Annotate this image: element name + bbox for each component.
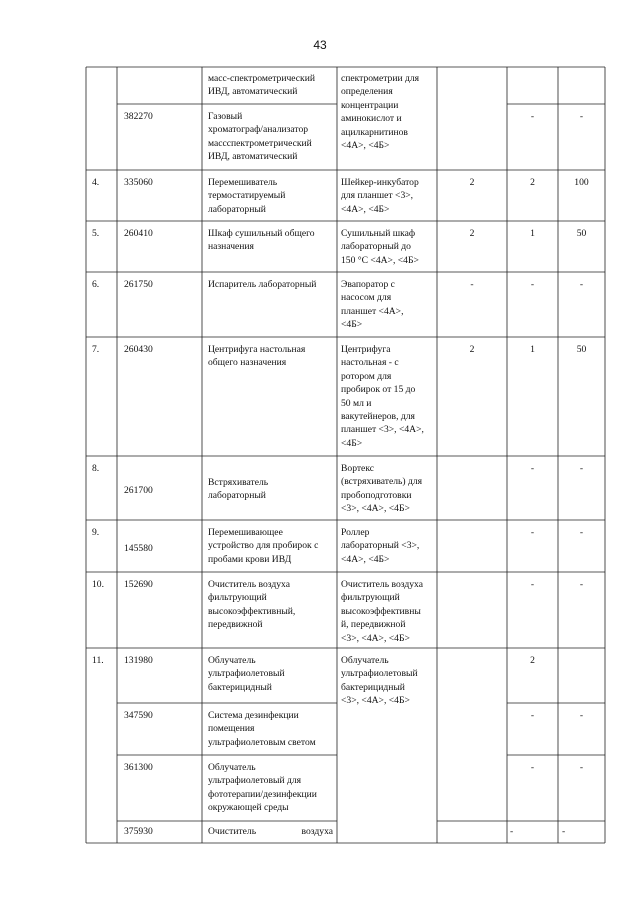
qty-cell: - [530,710,535,721]
equipment-cell: Очиститель воздуха фильтрующий высокоэффективны й, передвижной <3>, <4А>, <4Б> [341,579,423,644]
qty-cell: - [579,527,584,538]
qty-cell: - [510,826,514,837]
qty-cell: - [579,111,584,122]
desc-cell: Газовый хроматограф/анализатор массспектрометрический ИВД, автоматический [208,111,312,163]
code-cell: 261700 [124,485,153,496]
desc-cell: Очиститель воздуха фильтрующий высокоэффективный, передвижной [208,579,296,631]
code-cell: 335060 [124,177,153,188]
code-cell: 260430 [124,344,153,355]
code-cell: 375930 [124,826,153,837]
code-cell: 131980 [124,655,153,666]
row-number-cell: 8. [92,463,100,474]
code-cell: 152690 [124,579,153,590]
equipment-cell: Эвапоратор с насосом для планшет <4А>, <4Б> [341,279,404,331]
qty-cell: 1 [530,228,535,239]
equipment-cell: Роллер лабораторный <3>, <4А>, <4Б> [341,527,420,565]
row-number-cell: 7. [92,344,100,355]
qty-cell: - [579,710,584,721]
desc-cell: Облучатель ультрафиолетовый бактерицидный [208,655,285,693]
qty-cell: - [579,762,584,773]
qty-cell: - [530,279,535,290]
desc-cell: Испаритель лабораторный [208,279,317,290]
qty-cell: 50 [576,228,587,239]
qty-cell: - [579,279,584,290]
qty-cell: - [530,527,535,538]
desc-cell: Перемешивающее устройство для пробирок с пробами крови ИВД [208,527,319,565]
desc-cell: Облучатель ультрафиолетовый для фототерапии/дезинфекции окружающей среды [208,762,317,814]
row-number-cell: 6. [92,279,100,290]
desc-cell: масс-спектрометрический ИВД, автоматический [208,73,315,98]
code-cell: 361300 [124,762,153,773]
qty-cell: 2 [469,177,475,188]
qty-cell: - [562,826,566,837]
row-number-cell: 10. [92,579,104,590]
code-cell: 347590 [124,710,153,721]
equipment-cell: спектрометрии для определения концентрации аминокислот и ацилкарнитинов <4А>, <4Б> [341,73,420,152]
qty-cell: - [579,463,584,474]
qty-cell: 2 [530,177,535,188]
qty-cell: - [579,579,584,590]
qty-cell: 2 [469,228,475,239]
page-number: 43 [313,38,327,52]
desc-cell: Система дезинфекции помещения ультрафиолетовым светом [208,710,316,748]
qty-cell: 2 [530,655,535,666]
desc-cell: Центрифуга настольная общего назначения [208,344,306,369]
equipment-cell: Сушильный шкаф лабораторный до 150 °С <4А>, <4Б> [341,228,419,266]
row-number-cell: 9. [92,527,100,538]
qty-cell: 1 [530,344,535,355]
qty-cell: 100 [574,177,589,188]
desc-cell: Встряхиватель лабораторный [208,477,269,502]
equipment-cell: Шейкер-инкубатор для планшет <3>, <4А>, <4Б> [341,177,419,215]
qty-cell: - [530,463,535,474]
equipment-cell: Вортекс (встряхиватель) для пробоподготовки <3>, <4А>, <4Б> [341,463,423,515]
qty-cell: - [530,111,535,122]
qty-cell: 2 [469,344,475,355]
row-number-cell: 11. [92,655,104,666]
qty-cell: - [530,762,535,773]
code-cell: 261750 [124,279,153,290]
code-cell: 260410 [124,228,153,239]
code-cell: 382270 [124,111,153,122]
equipment-cell: Центрифуга настольная - с ротором для пробирок от 15 до 50 мл и вакутейнеров, для планшет <3>, <4А>, <4Б> [341,344,424,449]
desc-cell: Очиститель воздуха [208,826,333,837]
qty-cell: 50 [576,344,587,355]
qty-cell: - [530,579,535,590]
qty-cell: - [470,279,474,290]
row-number-cell: 5. [92,228,100,239]
code-cell: 145580 [124,543,153,554]
desc-cell: Шкаф сушильный общего назначения [208,228,315,253]
row-number-cell: 4. [92,177,100,188]
equipment-cell: Облучатель ультрафиолетовый бактерицидный <3>, <4А>, <4Б> [341,655,418,707]
desc-cell: Перемешиватель термостатируемый лабораторный [208,177,286,215]
